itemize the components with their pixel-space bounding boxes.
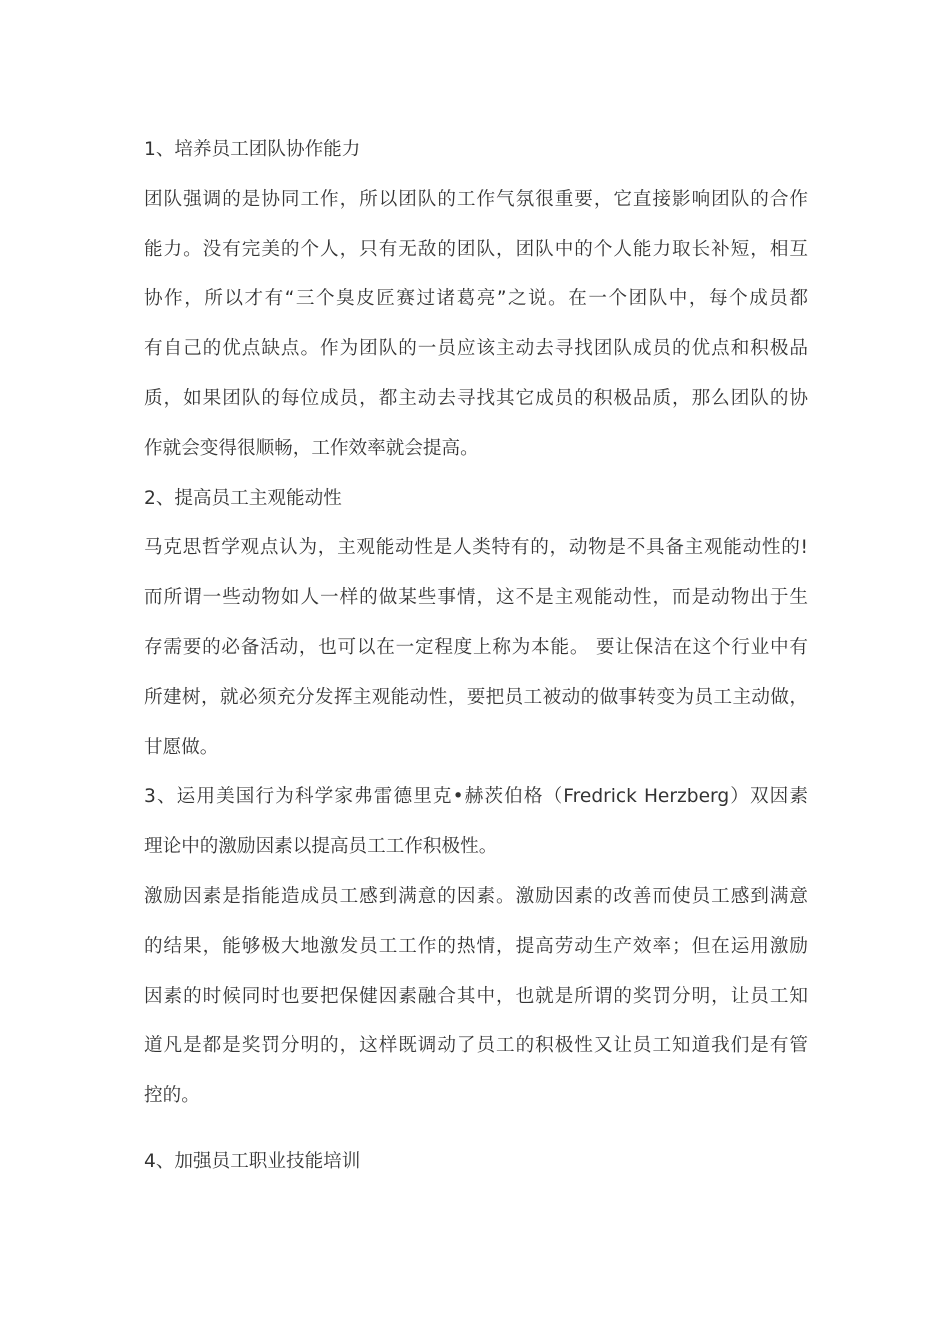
section-1-heading: 1、培养员工团队协作能力 [144,139,361,160]
paragraph-line: 所建树，就必须充分发挥主观能动性，要把员工被动的做事转变为员工主动做， [144,686,808,708]
section-3-paragraph [144,872,808,1121]
paragraph-line: 马克思哲学观点认为，主观能动性是人类特有的，动物是不具备主观能动性的! [144,537,808,559]
paragraph-line: 激励因素是指能造成员工感到满意的因素。激励因素的改善而使员工感到满意 [144,885,808,907]
paragraph-line: 甘愿做。 [144,736,219,758]
section-1-paragraph [144,175,808,474]
paragraph-line: 道凡是都是奖罚分明的，这样既调动了员工的积极性又让员工知道我们是有管 [144,1035,808,1057]
paragraph-line: 控的。 [144,1085,200,1107]
section-spacer [144,1121,808,1137]
paragraph-line: 作就会变得很顺畅，工作效率就会提高。 [144,437,479,459]
section-3-heading [144,772,808,872]
section-2-heading: 2、提高员工主观能动性 [144,487,342,509]
paragraph-line: 有自己的优点缺点。作为团队的一员应该主动去寻找团队成员的优点和积极品 [144,338,808,360]
paragraph-line: 存需要的必备活动，也可以在一定程度上称为本能。 要让保洁在这个行业中有 [144,636,808,658]
heading-line: 3、运用美国行为科学家弗雷德里克•赫茨伯格（Fredrick Herzberg）双因素 [144,786,808,808]
paragraph-line: 协作，所以才有“三个臭皮匠赛过诸葛亮”之说。在一个团队中，每个成员都 [144,288,808,310]
paragraph-line: 因素的时候同时也要把保健因素融合其中，也就是所谓的奖罚分明，让员工知 [144,985,808,1007]
section-2-paragraph [144,523,808,772]
paragraph-line: 能力。没有完美的个人，只有无敌的团队，团队中的个人能力取长补短，相互 [144,238,808,260]
paragraph-line: 质，如果团队的每位成员，都主动去寻找其它成员的积极品质，那么团队的协 [144,387,808,409]
section-4-heading: 4、加强员工职业技能培训 [144,1150,361,1172]
paragraph-line: 而所谓一些动物如人一样的做某些事情，这不是主观能动性，而是动物出于生 [144,587,808,609]
paragraph-line: 的结果，能够极大地激发员工工作的热情，提高劳动生产效率；但在运用激励 [144,935,808,957]
paragraph-line: 团队强调的是协同工作，所以团队的工作气氛很重要，它直接影响团队的合作 [144,188,808,210]
heading-line: 理论中的激励因素以提高员工工作积极性。 [144,836,498,858]
document-body [144,125,808,1187]
